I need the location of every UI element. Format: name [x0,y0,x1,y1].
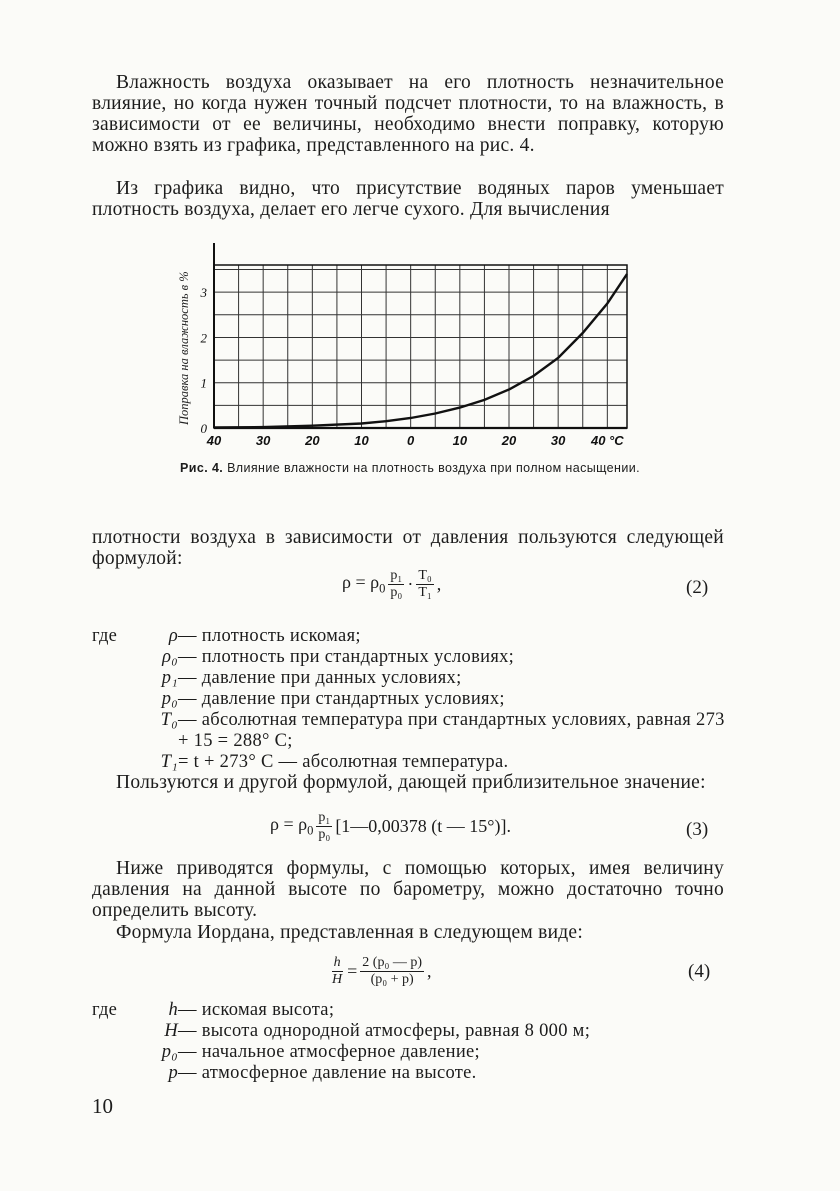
formula-4: $\frac{h}{H}$ = $\frac{\text{2 (p₀ — p)}}{\text{(p₀ + p)}}$ , [332,955,432,987]
definition-row: p — атмосферное давление на высоте. [168,1063,477,1083]
y-tick-label: 2 [200,330,207,346]
x-tick-labels [206,433,625,448]
x-tick-label: 20 [305,433,320,448]
humidity-correction-chart [0,0,840,460]
definition-row: T₁ = t + 273° C — абсолютная температура. [160,752,509,772]
x-tick-label: 20 [501,433,517,448]
x-tick-label: 0 [407,433,415,448]
x-tick-label: 10 [452,433,468,448]
x-tick-label: 30 [255,433,271,448]
equation-number-2: (2) [686,577,709,598]
x-tick-label: 40 [206,433,222,448]
definition-row: где h — искомая высота; [92,1000,335,1020]
y-axis-label: Поправка на влажность в % [177,271,191,425]
definitions-list-2 [92,1000,732,1084]
definition-row: T₀ — абсолютная температура при стандартных условиях, равная 273 + 15 = 288° C; [160,710,725,751]
paragraph-2: Из графика видно, что присутствие водяных паров уменьшает плотность воздуха, делает его легче сухого. Для вычисления [92,178,724,220]
chart-grid [214,265,627,428]
y-tick-label: 0 [200,421,207,436]
definitions-list-1 [92,626,732,773]
correction-curve [214,274,627,427]
equation-number-3: (3) [686,819,709,840]
y-tick-label: 1 [200,375,207,391]
y-tick-label: 3 [200,285,207,301]
definition-row: p₀ — давление при стандартных условиях; [161,689,505,709]
x-tick-label: 30 [550,433,566,448]
paragraph-3: плотности воздуха в зависимости от давления пользуются следующей формулой: [92,527,724,569]
page-number: 10 [92,1094,113,1118]
formula-3: $\rho = \rho_0$ $\frac{\text{p₁}}{\text{p₀}}$ [1—0,00378 (t — 15°)]. [270,810,511,842]
definition-row: где ρ — плотность искомая; [92,626,361,646]
caption-text: Влияние влажности на плотность воздуха при полном насыщении. [227,461,640,475]
x-tick-label: 10 [354,433,369,448]
paragraph-1: Влажность воздуха оказывает на его плотность незначительное влияние, но когда нужен точный подсчет плотности, то на влажность, в зависимости от ее величины, необходимо внести поправку, которую можно взять из графика, представленного на рис. 4. [92,72,724,156]
figure-caption [170,460,650,477]
y-tick-labels [200,285,208,436]
x-tick-label: 40 °C [590,433,624,448]
formula-2: $\rho = \rho_0$ $\frac{\text{p₁}}{\text{p₀}}$ · $\frac{\text{T₀}}{\text{T₁}}$ , [342,568,442,600]
caption-label: Рис. 4. [180,461,224,475]
definition-row: ρ₀ — плотность при стандартных условиях; [162,647,515,667]
paragraph-6: Формула Иордана, представленная в следующем виде: [116,922,584,943]
definition-row: p₀ — начальное атмосферное давление; [161,1042,480,1062]
definition-row: H — высота однородной атмосферы, равная 8 000 м; [164,1021,591,1041]
chart-axes [214,243,627,428]
paragraph-4: Пользуются и другой формулой, дающей приблизительное значение: [116,772,706,793]
plot-frame [214,265,627,428]
equation-number-4: (4) [688,961,711,982]
paragraph-5: Ниже приводятся формулы, с помощью которых, имея величину давления на данной высоте по барометру, можно достаточно точно определить высоту. [92,858,724,921]
definition-row: p₁ — давление при данных условиях; [161,668,462,688]
